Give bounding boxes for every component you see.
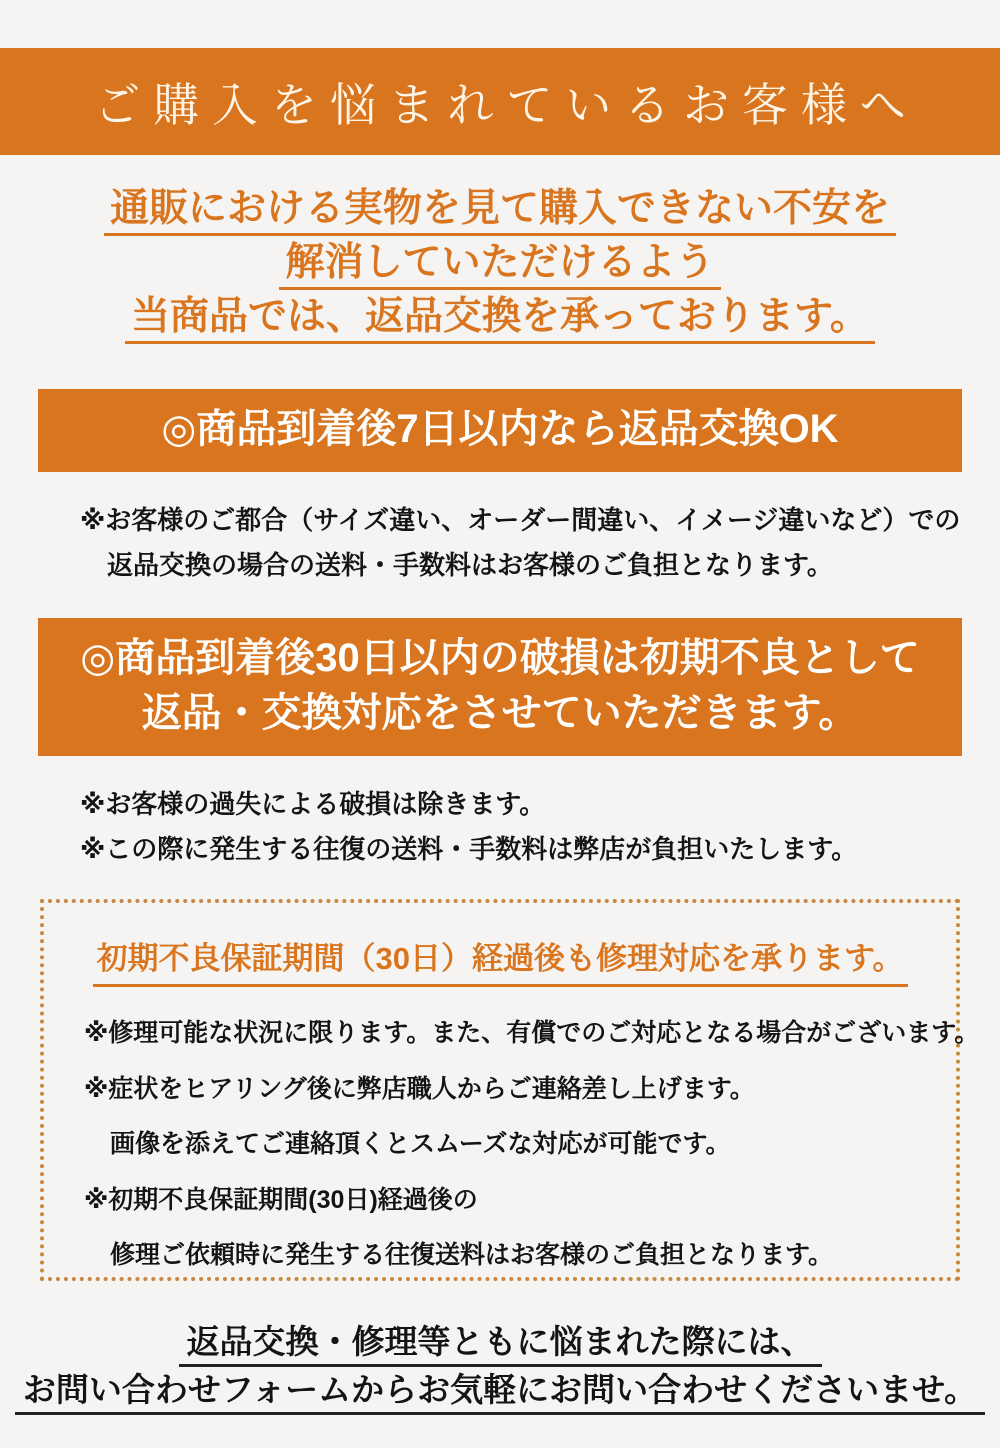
seven-day-return-banner [38,389,962,472]
intro-text [0,189,1000,351]
page-title: ご購入を悩まれているお客様へ [94,77,919,132]
repair-box-notes [84,1017,980,1272]
note-line: ※お客様のご都合（サイズ違い、オーダー間違い、イメージ違いなど）での [80,505,961,536]
note-line: ※修理可能な状況に限ります。また、有償でのご対応となる場合がございます。 [84,1019,980,1048]
seven-day-notes [80,498,961,587]
banner-text: 返品・交換対応をさせていただきます。 [141,690,859,735]
note-line: ※症状をヒアリング後に弊店職人からご連絡差し上げます。 [84,1074,755,1103]
banner-text: ◎商品到着後7日以内なら返品交換OK [161,407,839,451]
footer-line: お問い合わせフォームからお気軽にお問い合わせくださいませ。 [15,1373,985,1415]
return-policy-flyer [0,48,1000,1448]
note-line: ※お客様の過失による破損は除きます。 [80,789,546,819]
note-line: 画像を添えてご連絡頂くとスムーズな対応が可能です。 [110,1130,731,1159]
intro-line: 通販における実物を見て購入できない不安を [104,189,896,236]
intro-line: 解消していただけるよう [279,243,720,290]
note-line: ※初期不良保証期間(30日)経過後の [84,1185,478,1214]
thirty-day-damage-banner [38,618,962,756]
thirty-day-notes [80,782,940,871]
header-banner [0,48,1000,155]
repair-guarantee-box [40,899,980,1281]
note-line: 修理ご依頼時に発生する往復送料はお客様のご負担となります。 [110,1241,834,1270]
footer-line: 返品交換・修理等ともに悩まれた際には、 [179,1325,822,1367]
banner-text: ◎商品到着後30日以内の破損は初期不良として [80,635,920,680]
note-line: 返品交換の場合の送料・手数料はお客様のご負担となります。 [107,549,833,580]
repair-box-title: 初期不良保証期間（30日）経過後も修理対応を承ります。 [93,933,908,987]
intro-line: 当商品では、返品交換を承っております。 [125,297,875,344]
contact-footer [0,1325,1000,1421]
note-line: ※この際に発生する往復の送料・手数料は弊店が負担いたします。 [80,833,858,864]
